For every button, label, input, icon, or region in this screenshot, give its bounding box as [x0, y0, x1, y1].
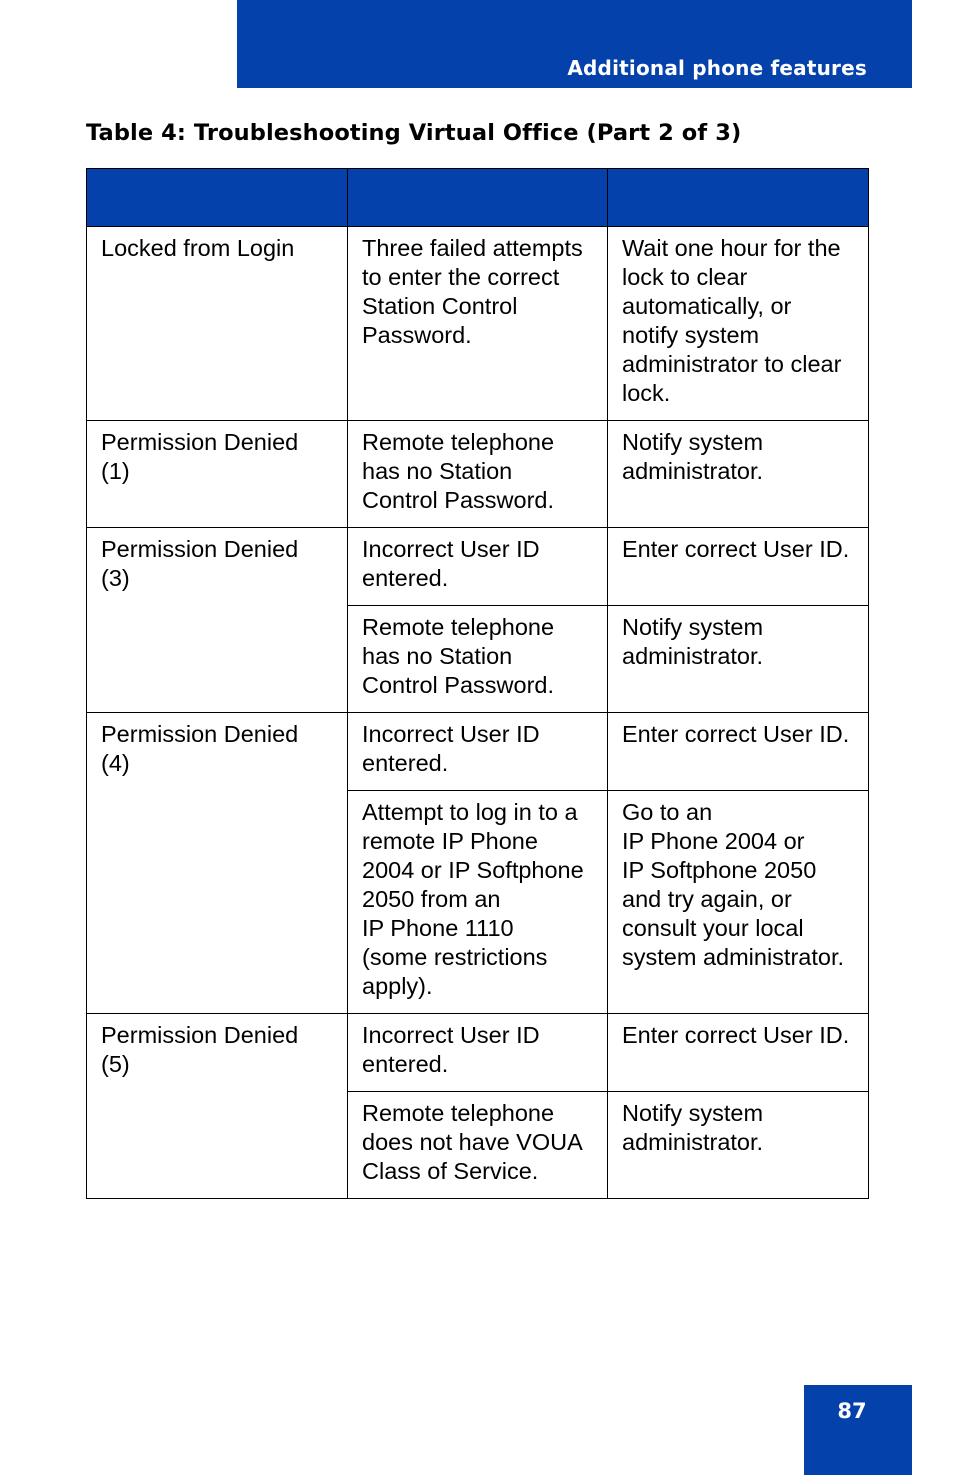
table-row [87, 421, 869, 528]
message-text: Locked from Login [101, 235, 295, 261]
cause-text: Incorrect User ID entered. [362, 1022, 540, 1077]
page-number-tab [804, 1385, 912, 1475]
column-header-cause [348, 169, 608, 227]
table-row [87, 227, 869, 421]
table-row [87, 1014, 869, 1092]
column-header-message [87, 169, 348, 227]
action-cell [608, 1092, 869, 1199]
message-cell [87, 713, 348, 1014]
action-text: Wait one hour for the lock to clear automatically, or notify system administrator to clear lock. [622, 235, 842, 406]
cause-cell [348, 421, 608, 528]
troubleshooting-table [86, 168, 869, 1199]
table-row [87, 528, 869, 606]
action-cell [608, 713, 869, 791]
cause-cell [348, 227, 608, 421]
message-text: Permission Denied (5) [101, 1022, 299, 1077]
table-caption: Table 4: Troubleshooting Virtual Office (Part 2 of 3) [86, 120, 742, 146]
action-cell [608, 421, 869, 528]
header-band [237, 0, 912, 88]
cause-text: Attempt to log in to a remote IP Phone 2004 or IP Softphone 2050 from an IP Phone 1110 (some restrictions apply). [362, 799, 584, 999]
action-cell [608, 227, 869, 421]
column-header-action [608, 169, 869, 227]
cause-cell [348, 1092, 608, 1199]
cause-text: Three failed attempts to enter the correct Station Control Password. [362, 235, 583, 348]
section-title: Additional phone features [567, 56, 867, 80]
cause-text: Remote telephone has no Station Control Password. [362, 429, 555, 513]
message-text: Permission Denied (1) [101, 429, 299, 484]
cause-cell [348, 1014, 608, 1092]
action-text: Enter correct User ID. [622, 1022, 850, 1048]
action-text: Enter correct User ID. [622, 721, 850, 747]
cause-cell [348, 713, 608, 791]
cause-text: Remote telephone has no Station Control Password. [362, 614, 555, 698]
action-text: Notify system administrator. [622, 429, 764, 484]
cause-text: Incorrect User ID entered. [362, 536, 540, 591]
message-cell [87, 528, 348, 713]
message-cell [87, 1014, 348, 1199]
cause-text: Remote telephone does not have VOUA Class of Service. [362, 1100, 583, 1184]
cause-cell [348, 791, 608, 1014]
action-cell [608, 528, 869, 606]
cause-cell [348, 606, 608, 713]
table-header-row [87, 169, 869, 227]
message-text: Permission Denied (4) [101, 721, 299, 776]
action-text: Notify system administrator. [622, 614, 764, 669]
table-row [87, 713, 869, 791]
action-cell [608, 606, 869, 713]
action-cell [608, 791, 869, 1014]
action-text: Notify system administrator. [622, 1100, 764, 1155]
message-cell [87, 421, 348, 528]
action-text: Go to an IP Phone 2004 or IP Softphone 2050 and try again, or consult your local system administrator. [622, 799, 845, 970]
action-cell [608, 1014, 869, 1092]
page-number: 87 [837, 1399, 867, 1423]
cause-cell [348, 528, 608, 606]
action-text: Enter correct User ID. [622, 536, 850, 562]
message-text: Permission Denied (3) [101, 536, 299, 591]
cause-text: Incorrect User ID entered. [362, 721, 540, 776]
message-cell [87, 227, 348, 421]
